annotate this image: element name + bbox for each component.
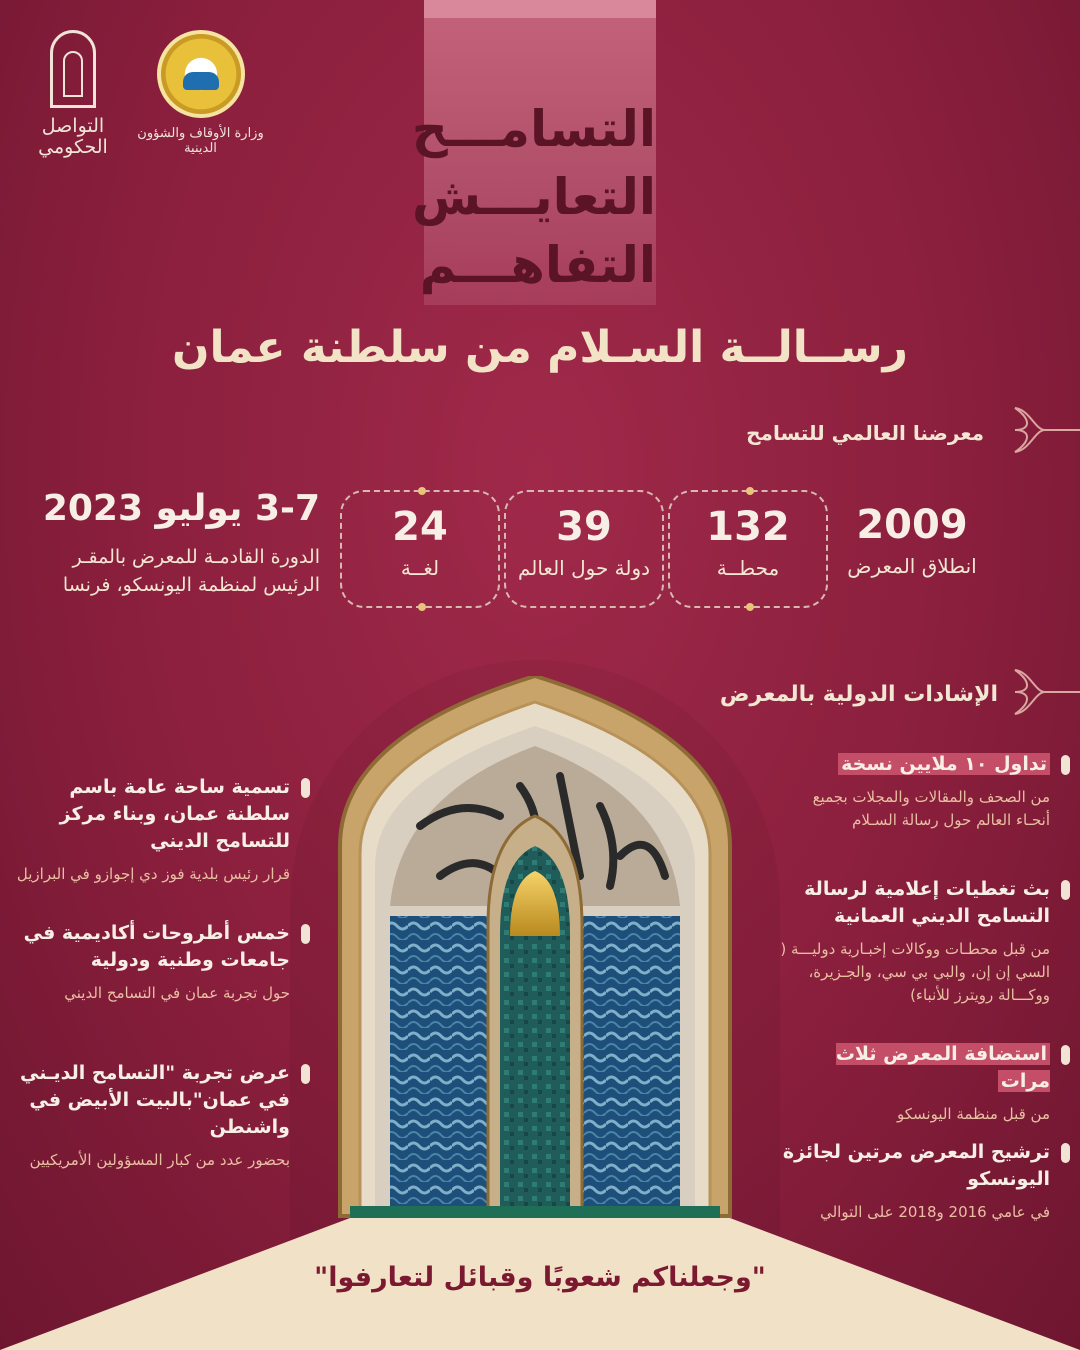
ministry-emblem-icon [157, 30, 245, 118]
bullet-icon [1061, 1045, 1070, 1065]
praise-item [12, 1060, 290, 1172]
praise-item [780, 751, 1050, 832]
praise-item-title: عرض تجربة "التسامح الديـني في عمان"بالبيت الأبيض في واشنطن [20, 1062, 290, 1138]
bullet-icon [301, 924, 310, 944]
praise-item-detail: من قبل منظمة اليونسكو [897, 1105, 1050, 1123]
praise-item [12, 774, 290, 886]
praise-item-detail: من قبل محطـات ووكالات إخبـارية دوليـــة ( السي إن إن، والبي بي سي، والجـزيرة، ووكـــالة رويترز للأنباء) [780, 940, 1050, 1004]
praise-item-detail: في عامي 2016 و2018 على التوالي [820, 1203, 1050, 1221]
stat-value: 2009 [856, 502, 968, 548]
stat-value: 132 [706, 504, 790, 550]
ministry-logo [128, 30, 273, 156]
stat-stations [668, 490, 828, 608]
praise-item [780, 1139, 1050, 1224]
stat-value: 24 [392, 504, 448, 550]
bullet-icon [1061, 880, 1070, 900]
dot-marker [418, 603, 426, 611]
page-subtitle: رســالــة السـلام من سلطنة عمان [171, 322, 909, 373]
title-coexistence: التعايـــش [411, 168, 656, 226]
ornament-icon [990, 662, 1080, 722]
stat-value: 39 [556, 504, 612, 550]
ornament-icon [990, 400, 1080, 460]
title-tolerance: التسامـــح [411, 100, 656, 158]
arch-emblem-icon [50, 30, 96, 108]
mosque-arch-illustration [320, 676, 750, 1226]
praise-item-detail: قرار رئيس بلدية فوز دي إجوازو في البرازيل [16, 865, 290, 883]
praise-item-detail: حول تجربة عمان في التسامح الديني [64, 984, 290, 1002]
gov-logo-text: التواصل الحكومي [38, 115, 108, 158]
dot-marker [746, 487, 754, 495]
exhibition-heading: معرضنا العالمي للتسامح [746, 421, 984, 445]
quran-quote: "وجعلناكم شعوبًا وقبائل لتعارفوا" [314, 1262, 766, 1293]
praise-item [12, 920, 290, 1005]
praise-item-title: استضافة المعرض ثلاث مرات [835, 1043, 1050, 1092]
stat-label: دولة حول العالم [517, 556, 651, 580]
stat-launch-year [832, 490, 992, 608]
praise-item [780, 876, 1050, 1007]
praise-item-detail: من الصحف والمقالات والمجلات بجميع أنحـاء العالم حول رسالة السـلام [812, 788, 1050, 829]
dot-marker [418, 487, 426, 495]
bullet-icon [1061, 1143, 1070, 1163]
ministry-logo-text: وزارة الأوقاف والشؤون الدينية [137, 126, 264, 156]
dot-marker [746, 603, 754, 611]
praise-item-detail: بحضور عدد من كبار المسؤولين الأمريكيين [29, 1151, 290, 1169]
stat-label: محطــة [716, 556, 780, 580]
praise-item-title: ترشيح المعرض مرتين لجائزة اليونسكو [782, 1141, 1050, 1190]
praise-item [780, 1041, 1050, 1126]
stat-label: لغــة [400, 556, 440, 580]
government-communication-logo [28, 30, 118, 170]
next-event-date: 3-7 يوليو 2023 [42, 488, 320, 529]
praise-item-title: خمس أطروحات أكاديمية في جامعات وطنية ودولية [23, 922, 290, 971]
praise-item-title: بث تغطيات إعلامية لرسالة التسامح الديني العمانية [804, 878, 1050, 927]
bullet-icon [301, 778, 310, 798]
praise-item-title: تداول ١٠ ملايين نسخة [838, 753, 1050, 775]
praise-item-title: تسمية ساحة عامة باسم سلطنة عمان، وبناء مركز للتسامح الديني [59, 776, 290, 852]
praise-heading: الإشادات الدولية بالمعرض [719, 682, 998, 707]
stat-languages [340, 490, 500, 608]
bullet-icon [301, 1064, 310, 1084]
next-event-description: الدورة القادمـة للمعرض بالمقـر الرئيس لمنظمة اليونسكو، فرنسا [62, 546, 320, 596]
bullet-icon [1061, 755, 1070, 775]
stat-countries [504, 490, 664, 608]
stat-label: انطلاق المعرض [847, 554, 977, 578]
title-understanding: التفاهـــم [419, 236, 656, 294]
